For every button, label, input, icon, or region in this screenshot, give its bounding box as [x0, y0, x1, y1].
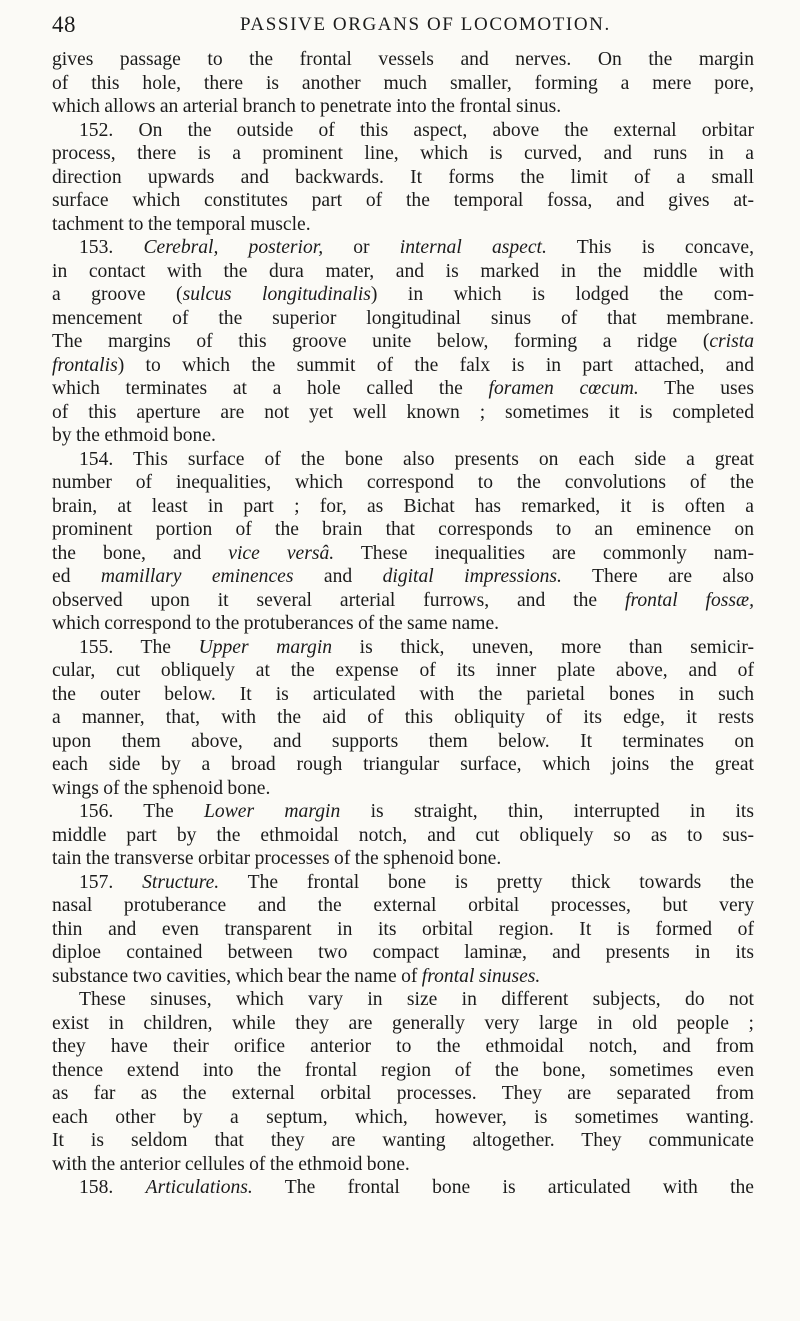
text-line: thin and even transparent in its orbital region. It is formed of	[52, 918, 754, 940]
text-line: the outer below. It is articulated with the parietal bones in such	[52, 683, 754, 705]
text-line: 156. The Lower margin is straight, thin, interrupted in its	[79, 801, 754, 822]
text-line: mencement of the superior longitudinal sinus of that membrane.	[52, 307, 754, 329]
running-title: PASSIVE ORGANS OF LOCOMOTION.	[240, 14, 611, 35]
text-line: middle part by the ethmoidal notch, and cut obliquely so as to sus-	[52, 824, 754, 846]
text-line: each side by a broad rough triangular surface, which joins the great	[52, 754, 754, 775]
text-line: surface which constitutes part of the temporal fossa, and gives at-	[52, 190, 754, 211]
page-number: 48	[52, 12, 76, 37]
text-line: by the ethmoid bone.	[52, 425, 216, 446]
text-line: observed upon it several arterial furrows, and the frontal fossæ,	[52, 589, 754, 611]
text-line: brain, at least in part ; for, as Bichat has remarked, it is often a	[52, 495, 754, 517]
text-line: tachment to the temporal muscle.	[52, 213, 311, 235]
text-line: wings of the sphenoid bone.	[52, 777, 271, 799]
body-text	[52, 48, 754, 1200]
text-line: direction upwards and backwards. It forms the limit of a small	[52, 166, 754, 188]
text-line: which terminates at a hole called the foramen cœcum. The uses	[52, 378, 754, 399]
text-line: process, there is a prominent line, which is curved, and runs in a	[52, 143, 754, 164]
text-line: as far as the external orbital processes. They are separated from	[52, 1083, 754, 1104]
text-line: substance two cavities, which bear the name of frontal sinuses.	[52, 965, 541, 987]
text-line: diploe contained between two compact laminæ, and presents in its	[52, 942, 754, 963]
running-head	[52, 12, 752, 46]
text-line: they have their orifice anterior to the ethmoidal notch, and from	[52, 1036, 754, 1057]
text-line: upon them above, and supports them below. It terminates on	[52, 730, 754, 752]
text-line: a groove (sulcus longitudinalis) in which is lodged the com-	[52, 284, 754, 305]
text-line: a manner, that, with the aid of this obliquity of its edge, it rests	[52, 707, 754, 728]
text-line: cular, cut obliquely at the expense of its inner plate above, and of	[52, 660, 754, 681]
text-line: 157. Structure. The frontal bone is pretty thick towards the	[79, 871, 754, 893]
text-line: The margins of this groove unite below, forming a ridge (crista	[52, 331, 754, 352]
text-line: It is seldom that they are wanting altogether. They communicate	[52, 1130, 754, 1151]
text-line: in contact with the dura mater, and is marked in the middle with	[52, 260, 754, 282]
text-line: each other by a septum, which, however, is sometimes wanting.	[52, 1106, 754, 1128]
text-line: thence extend into the frontal region of the bone, sometimes even	[52, 1059, 754, 1081]
text-line: 152. On the outside of this aspect, above the external orbitar	[79, 119, 754, 141]
text-line: which allows an arterial branch to penetrate into the frontal sinus.	[52, 96, 562, 117]
text-line: which correspond to the protuberances of the same name.	[52, 613, 500, 634]
text-line: of this aperture are not yet well known ; sometimes it is completed	[52, 401, 754, 423]
text-line: with the anterior cellules of the ethmoid bone.	[52, 1153, 410, 1175]
text-line: frontalis) to which the summit of the falx is in part attached, and	[52, 354, 754, 376]
text-line: exist in children, while they are generally very large in old people ;	[52, 1012, 754, 1034]
text-line: 153. Cerebral, posterior, or internal aspect. This is concave,	[79, 237, 754, 258]
text-line: number of inequalities, which correspond to the convolutions of the	[52, 472, 754, 493]
text-line: the bone, and vice versâ. These inequalities are commonly nam-	[52, 542, 754, 564]
text-line: These sinuses, which vary in size in different subjects, do not	[79, 989, 754, 1010]
text-line: ed mamillary eminences and digital impressions. There are also	[52, 566, 754, 587]
text-line: tain the transverse orbitar processes of the sphenoid bone.	[52, 848, 502, 869]
text-line: prominent portion of the brain that corresponds to an eminence on	[52, 519, 754, 540]
text-line: of this hole, there is another much smaller, forming a mere pore,	[52, 72, 754, 94]
text-line: 155. The Upper margin is thick, uneven, more than semicir-	[79, 636, 754, 658]
text-line: nasal protuberance and the external orbital processes, but very	[52, 895, 754, 916]
text-line: 158. Articulations. The frontal bone is articulated with the	[79, 1177, 755, 1198]
text-line: gives passage to the frontal vessels and nerves. On the margin	[52, 49, 754, 70]
text-line: 154. This surface of the bone also presents on each side a great	[79, 448, 754, 470]
